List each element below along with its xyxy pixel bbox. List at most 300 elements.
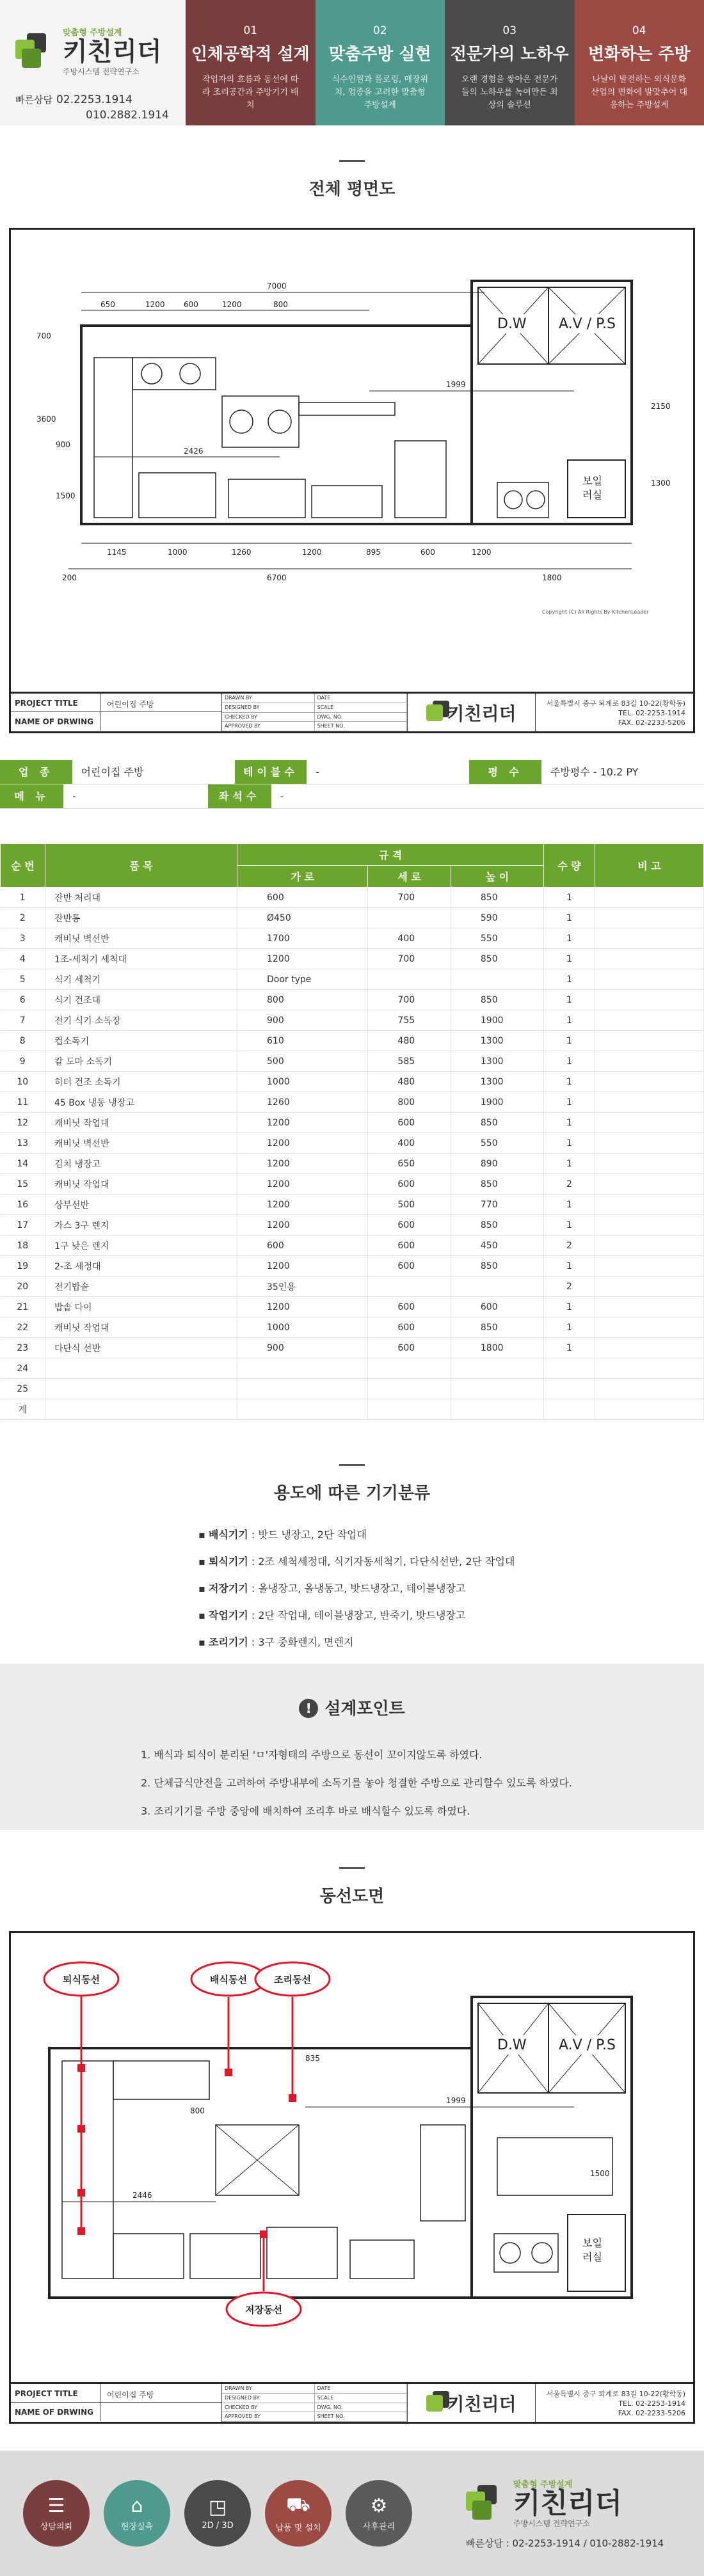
usage-item: ▪ 퇴식기기 : 2조 세척세정대, 식기자동세척기, 다단식선반, 2단 작업대 <box>198 1555 515 1568</box>
usage-item: ▪ 저장기기 : 올냉장고, 올냉동고, 밧드냉장고, 테이블냉장고 <box>198 1582 466 1594</box>
flow-tag-return: 퇴식동선 <box>63 1974 100 1985</box>
survey-icon: ⌂ <box>131 2495 143 2517</box>
th-qty: 수 량 <box>544 844 595 887</box>
table-cell: 8 <box>1 1031 45 1051</box>
table-cell: 600 <box>368 1338 451 1358</box>
table-cell: 2 <box>544 1236 595 1256</box>
table-cell: 35인용 <box>237 1276 368 1297</box>
flow-title-block: PROJECT TITLE 어린이집 주방 NAME OF DRWING DRAWN BY DATE DESIGNED BY SCALE CHECKED BY DWG. NO. APPROVED BY SHEET NO. 키친리더 서울특별시 중구 퇴계로 83길 10-22(황학동) TEL. 02-2253-1914 FAX. 02-2233-5206 <box>11 2382 693 2422</box>
table-cell: 19 <box>1 1256 45 1276</box>
logo-tagline: 맞춤형 주방설계 <box>63 28 122 38</box>
svg-text:러실: 러실 <box>582 2251 602 2263</box>
table-cell: 2 <box>544 1276 595 1297</box>
table-cell <box>595 1133 704 1154</box>
table-cell: 1 <box>544 1051 595 1072</box>
table-cell: 가스 3구 렌지 <box>45 1215 237 1236</box>
table-cell <box>368 1276 451 1297</box>
table-cell: 45 Box 냉동 냉장고 <box>45 1092 237 1113</box>
table-cell: 1900 <box>451 1010 543 1031</box>
table-cell <box>595 1051 704 1072</box>
table-row <box>1 1010 704 1031</box>
table-cell: 컵소독기 <box>45 1031 237 1051</box>
process-survey[interactable]: ⌂ 현장실측 <box>104 2480 170 2547</box>
usage-item: ▪ 배식기기 : 밧드 냉장고, 2단 작업대 <box>198 1529 367 1541</box>
feature-steps <box>186 0 704 125</box>
table-cell <box>451 969 543 990</box>
table-cell: 400 <box>368 1133 451 1154</box>
dim-left-2: 3600 <box>36 415 56 424</box>
table-row <box>1 1379 704 1399</box>
process-delivery[interactable]: ⛟ 납품 및 설치 <box>265 2480 332 2547</box>
dim-top-total: 7000 <box>267 282 287 290</box>
th-width: 가 로 <box>237 866 368 887</box>
table-cell: 800 <box>368 1092 451 1113</box>
table-cell <box>237 1399 368 1420</box>
table-cell <box>595 908 704 928</box>
table-cell <box>595 1072 704 1092</box>
table-row <box>1 1031 704 1051</box>
table-cell <box>451 1276 543 1297</box>
table-cell <box>45 1379 237 1399</box>
table-cell: 1700 <box>237 928 368 949</box>
table-cell: 1 <box>544 1010 595 1031</box>
table-cell: 1구 낮은 렌지 <box>45 1236 237 1256</box>
table-cell: 700 <box>368 990 451 1010</box>
table-cell: 1 <box>1 887 45 908</box>
point-item: 3. 조리기기를 주방 중앙에 배치하여 조리후 바로 배식할수 있도록 하였다. <box>141 1805 470 1817</box>
flow-svg <box>11 1933 693 2382</box>
table-cell: 600 <box>237 887 368 908</box>
table-row <box>1 1133 704 1154</box>
table-cell: 12 <box>1 1113 45 1133</box>
table-cell: 1조-세척기 세척대 <box>45 949 237 969</box>
table-cell <box>595 949 704 969</box>
table-cell: 1200 <box>237 1154 368 1174</box>
process-cad[interactable]: ◳ 2D / 3D <box>184 2480 251 2547</box>
table-cell: 1 <box>544 1338 595 1358</box>
th-spec: 규 격 <box>237 844 544 866</box>
titleblock-logo: 키친리더 <box>408 2384 536 2422</box>
dim-bottom-5: 895 <box>366 548 381 557</box>
table-cell: 상부선반 <box>45 1195 237 1215</box>
table-cell: 890 <box>451 1154 543 1174</box>
table-cell: 700 <box>368 949 451 969</box>
th-height: 높 이 <box>451 866 543 887</box>
table-row <box>1 969 704 990</box>
table-row <box>1 1051 704 1072</box>
table-cell <box>595 969 704 990</box>
dim-left-4: 1500 <box>56 491 76 500</box>
table-cell <box>451 1358 543 1379</box>
table-cell: 600 <box>451 1297 543 1317</box>
design-points <box>0 1664 704 1830</box>
table-cell <box>45 1358 237 1379</box>
table-cell <box>595 1113 704 1133</box>
footer-brand: 맞춤형 주방설계 키친리더 주방시스템 전략연구소 빠른상담 : 02-2253-1914 / 010-2882-1914 <box>466 2479 664 2549</box>
usage-item: ▪ 작업기기 : 2단 작업대, 테이블냉장고, 반죽기, 밧드냉장고 <box>198 1609 466 1621</box>
dim-2426: 2426 <box>184 447 204 456</box>
table-cell: 1 <box>544 1031 595 1051</box>
points-title: 설계포인트 <box>324 1699 405 1719</box>
table-row <box>1 1297 704 1317</box>
th-depth: 세 로 <box>368 866 451 887</box>
table-cell: 600 <box>368 1317 451 1338</box>
flow-tag-storage: 저장동선 <box>245 2304 282 2316</box>
usage-section-title: 용도에 따른 기기분류 <box>0 1464 704 1504</box>
table-cell: Ø450 <box>237 908 368 928</box>
table-cell <box>544 1358 595 1379</box>
flow-section-title: 동선도면 <box>0 1867 704 1907</box>
process-service[interactable]: ⚙ 사후관리 <box>346 2480 412 2547</box>
dim-total-1: 200 <box>62 573 77 582</box>
service-icon: ⚙ <box>370 2495 388 2517</box>
table-cell: Door type <box>237 969 368 990</box>
table-cell: 1 <box>544 969 595 990</box>
room-avps: A.V / P.S <box>559 316 616 332</box>
floor-plan-svg <box>11 230 693 692</box>
logo-name: 키친리더 <box>63 37 162 67</box>
table-cell: 칼 도마 소독기 <box>45 1051 237 1072</box>
flow-dim-2446: 2446 <box>132 2191 152 2200</box>
table-cell: 1260 <box>237 1092 368 1113</box>
table-cell <box>595 1276 704 1297</box>
equipment-table-body <box>1 887 704 1420</box>
dim-bottom-7: 1200 <box>472 548 492 557</box>
step-changing: 04 변화하는 주방 나날이 발전하는 외식문화 산업의 변화에 발맞추어 대응하는 주방설계 <box>575 0 704 125</box>
table-cell: 900 <box>237 1338 368 1358</box>
process-consult[interactable]: ☰ 상담의뢰 <box>23 2480 90 2547</box>
table-cell: 5 <box>1 969 45 990</box>
table-cell <box>595 1399 704 1420</box>
dim-top-4: 1200 <box>222 300 242 309</box>
table-cell: 550 <box>451 1133 543 1154</box>
step-ergonomic: 01 인체공학적 설계 작업자의 흐름과 동선에 따라 조리공간과 주방기기 배치 <box>186 0 316 125</box>
table-cell: 1 <box>544 1072 595 1092</box>
contact-info <box>15 92 186 123</box>
table-cell <box>595 1195 704 1215</box>
table-row <box>1 928 704 949</box>
table-cell: 24 <box>1 1358 45 1379</box>
table-cell: 1 <box>544 949 595 969</box>
table-cell <box>595 1031 704 1051</box>
step-knowhow: 03 전문가의 노하우 오랜 경험을 쌓아온 전문가들의 노하우를 녹여만든 최상의 솔루션 <box>445 0 575 125</box>
equipment-table <box>0 843 704 1420</box>
info-row-2: 메 뉴 - 좌석수 - <box>0 784 704 809</box>
table-cell <box>544 1399 595 1420</box>
table-cell: 480 <box>368 1072 451 1092</box>
table-cell: 600 <box>368 1215 451 1236</box>
table-cell: 15 <box>1 1174 45 1195</box>
brand-block <box>0 0 186 125</box>
flow-dim-800: 800 <box>190 2106 205 2115</box>
dim-top-1: 650 <box>100 300 115 309</box>
table-cell: 450 <box>451 1236 543 1256</box>
plan-section-title: 전체 평면도 <box>0 160 704 200</box>
table-row <box>1 1113 704 1133</box>
table-cell <box>368 908 451 928</box>
delivery-icon: ⛟ <box>286 2493 310 2516</box>
table-cell: 23 <box>1 1338 45 1358</box>
table-cell: 20 <box>1 1276 45 1297</box>
footer-contact[interactable]: 빠른상담 : 02-2253-1914 / 010-2882-1914 <box>466 2537 664 2549</box>
table-cell: 900 <box>237 1010 368 1031</box>
floor-plan-drawing <box>9 228 695 733</box>
table-cell: 김치 냉장고 <box>45 1154 237 1174</box>
table-cell: 850 <box>451 887 543 908</box>
phone-2[interactable]: 010.2882.1914 <box>86 109 169 122</box>
table-cell: 850 <box>451 990 543 1010</box>
step-custom: 02 맞춤주방 실현 식수인원과 플로링, 매장위치, 업종을 고려한 맞춤형 주방설계 <box>316 0 445 125</box>
table-cell: 1200 <box>237 1133 368 1154</box>
table-cell: 500 <box>237 1051 368 1072</box>
header <box>0 0 704 125</box>
table-cell <box>595 887 704 908</box>
table-cell <box>595 1297 704 1317</box>
table-cell: 캐비닛 벽선반 <box>45 1133 237 1154</box>
table-row <box>1 1338 704 1358</box>
table-cell: 3 <box>1 928 45 949</box>
table-cell: 480 <box>368 1031 451 1051</box>
dim-right-2: 1300 <box>651 479 671 488</box>
table-cell: 400 <box>368 928 451 949</box>
usage-list <box>198 1522 515 1656</box>
table-cell: 600 <box>368 1113 451 1133</box>
table-cell: 계 <box>1 1399 45 1420</box>
table-cell: 1 <box>544 1215 595 1236</box>
table-cell: 13 <box>1 1133 45 1154</box>
table-cell: 7 <box>1 1010 45 1031</box>
table-cell: 1800 <box>451 1338 543 1358</box>
project-info <box>0 760 704 809</box>
dim-top-5: 800 <box>273 300 288 309</box>
table-cell: 700 <box>368 887 451 908</box>
table-cell: 1 <box>544 1297 595 1317</box>
table-cell: 캐비닛 작업대 <box>45 1317 237 1338</box>
table-cell: 600 <box>368 1174 451 1195</box>
table-cell: 755 <box>368 1010 451 1031</box>
table-cell: 600 <box>237 1236 368 1256</box>
table-row <box>1 1276 704 1297</box>
table-row <box>1 1256 704 1276</box>
table-row <box>1 887 704 908</box>
table-cell <box>595 1358 704 1379</box>
table-cell: 1 <box>544 1113 595 1133</box>
table-row <box>1 990 704 1010</box>
table-cell: 850 <box>451 1317 543 1338</box>
table-cell <box>368 1358 451 1379</box>
table-cell: 1 <box>544 1195 595 1215</box>
table-cell: 500 <box>368 1195 451 1215</box>
table-cell: 4 <box>1 949 45 969</box>
table-cell: 25 <box>1 1379 45 1399</box>
table-cell: 캐비닛 작업대 <box>45 1174 237 1195</box>
dim-total-3: 1800 <box>542 573 562 582</box>
table-row <box>1 1154 704 1174</box>
table-cell: 1 <box>544 928 595 949</box>
table-row <box>1 1195 704 1215</box>
table-row <box>1 1317 704 1338</box>
table-cell <box>595 1236 704 1256</box>
table-cell: 590 <box>451 908 543 928</box>
dim-top-3: 600 <box>184 300 198 309</box>
table-cell <box>544 1379 595 1399</box>
table-cell: 1 <box>544 1092 595 1113</box>
table-cell: 585 <box>368 1051 451 1072</box>
dim-1999: 1999 <box>446 380 466 389</box>
table-cell: 850 <box>451 1113 543 1133</box>
table-cell: 850 <box>451 1174 543 1195</box>
table-cell: 1200 <box>237 1174 368 1195</box>
table-row <box>1 1174 704 1195</box>
table-cell <box>368 1379 451 1399</box>
info-row-1: 업 종 어린이집 주방 테이블수 - 평 수 주방평수 - 10.2 PY <box>0 760 704 784</box>
table-cell <box>451 1399 543 1420</box>
flow-room-dw: D.W <box>497 2037 527 2053</box>
table-cell: 잔반 처리대 <box>45 887 237 908</box>
table-row <box>1 949 704 969</box>
table-cell <box>595 1338 704 1358</box>
table-row <box>1 1236 704 1256</box>
plan-title-block: PROJECT TITLE 어린이집 주방 NAME OF DRWING DRAWN BY DATE DESIGNED BY SCALE CHECKED BY DWG. NO. APPROVED BY SHEET NO. 키친리더 서울특별시 중구 퇴계로 83길 10-22(황학동) TEL. 02-2253-1914 FAX. 02-2233-5206 <box>11 692 693 731</box>
alert-icon: ! <box>299 1699 318 1718</box>
usage-item: ▪ 조리기기 : 3구 중화렌지, 면렌지 <box>198 1636 354 1648</box>
table-cell: 9 <box>1 1051 45 1072</box>
dim-bottom-2: 1000 <box>168 548 188 557</box>
table-cell: 2-조 세정대 <box>45 1256 237 1276</box>
dim-bottom-6: 600 <box>420 548 435 557</box>
table-cell: 전기 식기 소독장 <box>45 1010 237 1031</box>
table-cell: 다단식 선반 <box>45 1338 237 1358</box>
table-cell <box>451 1379 543 1399</box>
table-cell: 850 <box>451 1256 543 1276</box>
table-cell: 1900 <box>451 1092 543 1113</box>
table-cell: 800 <box>237 990 368 1010</box>
flow-dim-835: 835 <box>305 2054 320 2063</box>
logo-icon <box>15 33 56 69</box>
room-boiler: 보일 <box>582 475 602 487</box>
table-cell: 식기 세척기 <box>45 969 237 990</box>
table-row <box>1 1092 704 1113</box>
logo-subtitle: 주방시스템 전략연구소 <box>63 67 140 76</box>
flow-tag-serve: 배식동선 <box>210 1974 247 1985</box>
table-cell <box>595 1010 704 1031</box>
flow-dim-1999: 1999 <box>446 2096 466 2105</box>
titleblock-logo: 키친리더 <box>408 694 536 731</box>
clipboard-icon: ☰ <box>47 2495 65 2517</box>
table-cell <box>368 1399 451 1420</box>
table-cell: 1000 <box>237 1072 368 1092</box>
table-cell: 16 <box>1 1195 45 1215</box>
table-cell: 1200 <box>237 1113 368 1133</box>
table-cell: 전기밥솥 <box>45 1276 237 1297</box>
table-cell: 600 <box>368 1297 451 1317</box>
table-cell: 600 <box>368 1236 451 1256</box>
table-cell <box>237 1379 368 1399</box>
table-row <box>1 1072 704 1092</box>
contact-label: 빠른상담 <box>15 94 52 106</box>
cad-icon: ◳ <box>208 2496 227 2518</box>
table-cell: 잔반통 <box>45 908 237 928</box>
process-circles <box>23 2480 426 2547</box>
logo[interactable] <box>15 26 186 77</box>
table-cell <box>595 990 704 1010</box>
table-row <box>1 1358 704 1379</box>
flow-dim-1500: 1500 <box>590 2169 610 2178</box>
svg-text:보일: 보일 <box>582 2237 602 2249</box>
svg-text:러실: 러실 <box>582 489 602 501</box>
table-cell <box>595 1174 704 1195</box>
table-cell <box>595 1092 704 1113</box>
table-cell: 1300 <box>451 1031 543 1051</box>
table-cell: 1200 <box>237 1256 368 1276</box>
table-cell <box>595 1154 704 1174</box>
table-cell: 1200 <box>237 1195 368 1215</box>
table-cell: 17 <box>1 1215 45 1236</box>
table-cell: 650 <box>368 1154 451 1174</box>
phone-1[interactable]: 02.2253.1914 <box>56 93 132 106</box>
table-cell <box>595 1379 704 1399</box>
table-cell: 610 <box>237 1031 368 1051</box>
table-cell: 6 <box>1 990 45 1010</box>
point-item: 1. 배식과 퇴식이 분리된 'ㅁ'자형태의 주방으로 동선이 꼬이지않도록 하였다. <box>141 1749 483 1761</box>
table-cell: 1 <box>544 908 595 928</box>
flow-tag-cook: 조리동선 <box>274 1974 311 1985</box>
table-cell <box>595 1317 704 1338</box>
table-row <box>1 908 704 928</box>
table-cell: 1 <box>544 1256 595 1276</box>
dim-left-1: 700 <box>36 331 51 340</box>
table-cell: 캐비닛 벽선반 <box>45 928 237 949</box>
table-cell: 2 <box>1 908 45 928</box>
table-cell: 600 <box>368 1256 451 1276</box>
table-cell: 1000 <box>237 1317 368 1338</box>
th-no: 순 번 <box>1 844 45 887</box>
dim-right-1: 2150 <box>651 402 671 411</box>
table-cell: 1300 <box>451 1051 543 1072</box>
th-name: 품 목 <box>45 844 237 887</box>
table-row <box>1 1215 704 1236</box>
table-cell: 22 <box>1 1317 45 1338</box>
table-cell: 21 <box>1 1297 45 1317</box>
table-cell: 11 <box>1 1092 45 1113</box>
table-cell: 1200 <box>237 1297 368 1317</box>
table-cell: 2 <box>544 1174 595 1195</box>
table-cell: 히터 건조 소독기 <box>45 1072 237 1092</box>
table-cell: 캐비닛 작업대 <box>45 1113 237 1133</box>
table-cell <box>595 928 704 949</box>
dim-left-3: 900 <box>56 440 70 449</box>
dim-total-2: 6700 <box>267 573 287 582</box>
table-cell: 1300 <box>451 1072 543 1092</box>
table-cell <box>237 1358 368 1379</box>
dim-bottom-3: 1260 <box>232 548 252 557</box>
table-cell: 밥솥 다이 <box>45 1297 237 1317</box>
table-cell: 1 <box>544 1317 595 1338</box>
room-dw: D.W <box>497 316 527 332</box>
table-cell: 1 <box>544 1154 595 1174</box>
table-cell: 770 <box>451 1195 543 1215</box>
table-cell: 1200 <box>237 949 368 969</box>
table-cell: 850 <box>451 949 543 969</box>
table-cell: 1 <box>544 990 595 1010</box>
table-cell: 18 <box>1 1236 45 1256</box>
table-cell <box>595 1215 704 1236</box>
table-cell: 10 <box>1 1072 45 1092</box>
flow-drawing <box>9 1931 695 2424</box>
table-cell <box>368 969 451 990</box>
table-cell: 14 <box>1 1154 45 1174</box>
dim-top-2: 1200 <box>145 300 165 309</box>
